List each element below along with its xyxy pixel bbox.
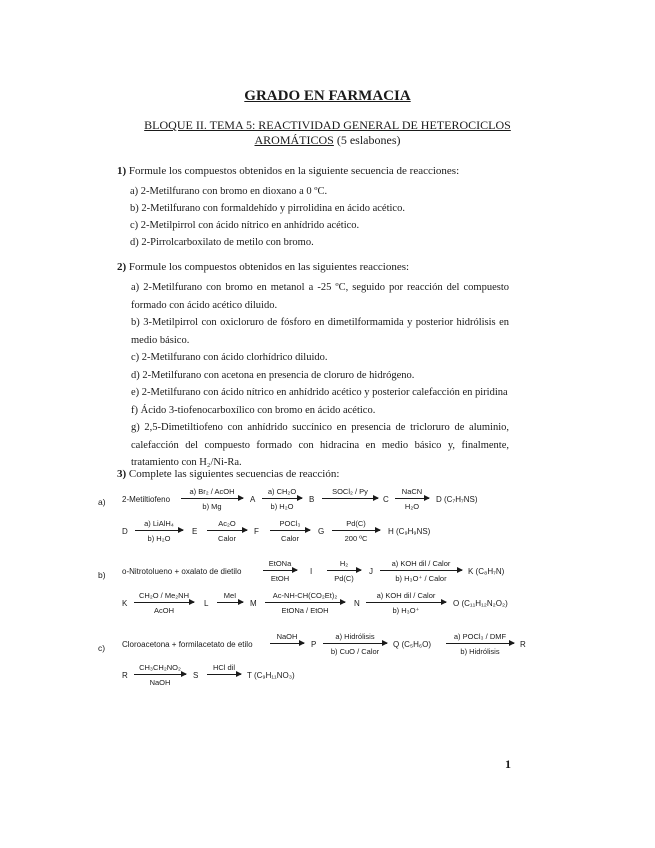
scheme-c-arrow-4	[134, 674, 186, 675]
scheme-c-product-q: Q (C₅H₆O)	[393, 640, 431, 649]
scheme-a-r1-top: a) Br₂ / AcOH	[189, 487, 235, 496]
q2-item-d: d) 2-Metilfurano con acetona en presencia de cloruro de hidrógeno.	[131, 369, 415, 381]
scheme-c-letter: c)	[98, 643, 106, 653]
question-3-number: 3)	[117, 468, 127, 480]
subtitle-underlined: AROMÁTICOS	[254, 133, 334, 147]
scheme-b-product-o: O (C₁₁H₁₂N₂O₂)	[453, 599, 508, 608]
scheme-c-r2-bottom: b) CuO / Calor	[330, 647, 380, 656]
scheme-a-arrow-8	[332, 530, 380, 531]
scheme-b-arrow-3	[380, 570, 462, 571]
question-2-text: Formule los compuestos obtenidos en las siguientes reacciones:	[128, 261, 410, 273]
scheme-a-arrow-1	[181, 498, 243, 499]
scheme-c-r1-top: NaOH	[276, 632, 298, 641]
subtitle-rest: (5 eslabones)	[333, 133, 401, 147]
q2-item-f: f) Ácido 3-tiofenocarboxílico con bromo en ácido acético.	[131, 404, 376, 416]
q2-items	[131, 279, 509, 472]
q1-item-c: c) 2-Metilpirrol con ácido nítrico en anhídrido acético.	[130, 220, 360, 231]
scheme-a-arrow-2	[262, 498, 302, 499]
q2-item-g: g) 2,5-Dimetiltiofeno con anhídrido succínico en presencia de tricloruro de aluminio, calefacción del compuesto formado con hidracina en medio básico y, finalmente, tratamiento con H₂/Ni-Ra.	[131, 422, 509, 468]
scheme-b-start: o-Nitrotolueno + oxalato de dietilo	[122, 567, 242, 576]
scheme-b-r7-top: a) KOH dil / Calor	[376, 591, 436, 600]
subtitle-line-2	[0, 133, 655, 148]
scheme-a-product-g: G	[318, 527, 325, 536]
scheme-b-product-m: M	[250, 599, 257, 608]
scheme-a-product-a: A	[250, 495, 256, 504]
scheme-c-product-s: S	[193, 671, 199, 680]
scheme-b-r6-bottom: EtONa / EtOH	[281, 606, 329, 615]
scheme-a-product-b: B	[309, 495, 315, 504]
scheme-a-letter: a)	[98, 497, 106, 507]
scheme-a-product-c: C	[383, 495, 389, 504]
scheme-c-start: Cloroacetona + formilacetato de etilo	[122, 640, 253, 649]
scheme-c-product-r: R	[520, 640, 526, 649]
scheme-a-arrow-3	[322, 498, 378, 499]
scheme-a-start: 2-Metiltiofeno	[122, 495, 171, 504]
scheme-a-r3-top: SOCl₂ / Py	[332, 487, 368, 496]
subtitle-line-1-text: BLOQUE II. TEMA 5: REACTIVIDAD GENERAL DE HETEROCICLOS	[144, 118, 511, 132]
scheme-c-product-p: P	[311, 640, 317, 649]
scheme-c-r4-top: CH₃CH₂NO₂	[139, 663, 181, 672]
scheme-c-line2-start: R	[122, 671, 128, 680]
scheme-c-r2-top: a) Hidrólisis	[335, 632, 375, 641]
scheme-c-arrow-3	[446, 643, 514, 644]
scheme-b-letter: b)	[98, 570, 106, 580]
scheme-c-arrow-2	[323, 643, 387, 644]
scheme-b-line2-start: K	[122, 599, 128, 608]
scheme-b-r4-bottom: AcOH	[153, 606, 174, 615]
q2-item-e: e) 2-Metilfurano con ácido nítrico en anhídrido acético y posterior calefacción en piridina	[131, 387, 508, 398]
question-3	[117, 468, 339, 480]
scheme-a-arrow-6	[207, 530, 247, 531]
scheme-c-r5-top: HCl dil	[212, 663, 236, 672]
scheme-c-arrow-5	[207, 674, 241, 675]
q2-item-a: a) 2-Metilfurano con bromo en metanol a -25 ºC, seguido por reacción del compuesto formado con ácido acético diluido.	[131, 282, 509, 311]
scheme-a-arrow-4	[395, 498, 429, 499]
question-3-text: Complete las siguientes secuencias de reacción:	[128, 468, 340, 480]
scheme-b-product-k: K (C₈H₇N)	[468, 567, 505, 576]
q1-item-a: a) 2-Metilfurano con bromo en dioxano a 0 ºC.	[130, 186, 328, 197]
scheme-a-r7-bottom: Calor	[281, 534, 299, 543]
scheme-a-product-f: F	[254, 527, 259, 536]
scheme-a-r1-bottom: b) Mg	[202, 502, 222, 511]
q1-item-b: b) 2-Metilfurano con formaldehído y pirrolidina en ácido acético.	[130, 203, 405, 214]
scheme-b-r1-top: EtONa	[268, 559, 292, 568]
scheme-a-r5-bottom: b) H₂O	[147, 534, 171, 543]
scheme-b-arrow-5	[217, 602, 243, 603]
scheme-b-arrow-6	[265, 602, 345, 603]
scheme-b-r7-bottom: b) H₃O⁺	[392, 606, 420, 615]
scheme-a-line2-start: D	[122, 527, 128, 536]
scheme-c-r3-top: a) POCl₃ / DMF	[453, 632, 507, 641]
scheme-c-r3-bottom: b) Hidrólisis	[460, 647, 500, 656]
scheme-b-r2-bottom: Pd(C)	[334, 574, 354, 583]
scheme-a-r5-top: a) LiAlH₄	[144, 519, 174, 528]
scheme-b-product-j: J	[369, 567, 373, 576]
page-number: 1	[505, 757, 511, 771]
q2-item-b: b) 3-Metilpirrol con oxicloruro de fósforo en dimetilformamida y posterior hidrólisis en medio básico.	[131, 317, 509, 346]
scheme-a-r6-top: Ac₂O	[218, 519, 236, 528]
scheme-a-r2-bottom: b) H₂O	[270, 502, 294, 511]
document-title: GRADO EN FARMACIA	[244, 88, 411, 104]
scheme-a-arrow-5	[135, 530, 183, 531]
scheme-b-r5-top: MeI	[223, 591, 237, 600]
scheme-b-product-i: I	[310, 567, 313, 576]
question-2	[117, 261, 409, 273]
subtitle-line-1	[0, 118, 655, 133]
scheme-a-r4-bottom: H₂O	[404, 502, 420, 511]
scheme-c-product-t: T (C₉H₁₁NO₃)	[247, 671, 295, 680]
scheme-b-r1-bottom: EtOH	[270, 574, 290, 583]
scheme-c-r4-bottom: NaOH	[149, 678, 171, 687]
scheme-b-r6-top: Ac-NH-CH(CO₂Et)₂	[272, 591, 338, 600]
scheme-a-product-e: E	[192, 527, 198, 536]
scheme-b-arrow-2	[327, 570, 361, 571]
scheme-b-arrow-7	[366, 602, 446, 603]
question-2-number: 2)	[117, 261, 127, 273]
scheme-a-arrow-7	[270, 530, 310, 531]
question-1-text: Formule los compuestos obtenidos en la siguiente secuencia de reacciones:	[128, 165, 460, 177]
scheme-b-product-n: N	[354, 599, 360, 608]
scheme-b-r3-top: a) KOH dil / Calor	[391, 559, 451, 568]
q2-item-c: c) 2-Metilfurano con ácido clorhídrico diluido.	[131, 352, 328, 363]
scheme-a-r2-top: a) CH₂O	[267, 487, 297, 496]
scheme-b-arrow-4	[134, 602, 194, 603]
scheme-a-product-h: H (C₉H₉NS)	[388, 527, 431, 536]
scheme-b-r2-top: H₂	[339, 559, 349, 568]
scheme-b-r4-top: CH₂O / Me₂NH	[139, 591, 189, 600]
question-1	[117, 165, 459, 177]
scheme-b-product-l: L	[204, 599, 209, 608]
scheme-b-r3-bottom: b) H₃O⁺ / Calor	[395, 574, 447, 583]
scheme-a-r8-top: Pd(C)	[346, 519, 366, 528]
scheme-c-arrow-1	[270, 643, 304, 644]
scheme-a-r4-top: NaCN	[401, 487, 423, 496]
scheme-b-arrow-1	[263, 570, 297, 571]
scheme-a-r8-bottom: 200 ºC	[344, 534, 368, 543]
question-1-number: 1)	[117, 165, 127, 177]
scheme-a-r7-top: POCl₃	[279, 519, 301, 528]
scheme-a-product-d: D (C₇H₇NS)	[436, 495, 478, 504]
scheme-a-r6-bottom: Calor	[218, 534, 236, 543]
q1-item-d: d) 2-Pirrolcarboxilato de metilo con bromo.	[130, 237, 314, 248]
